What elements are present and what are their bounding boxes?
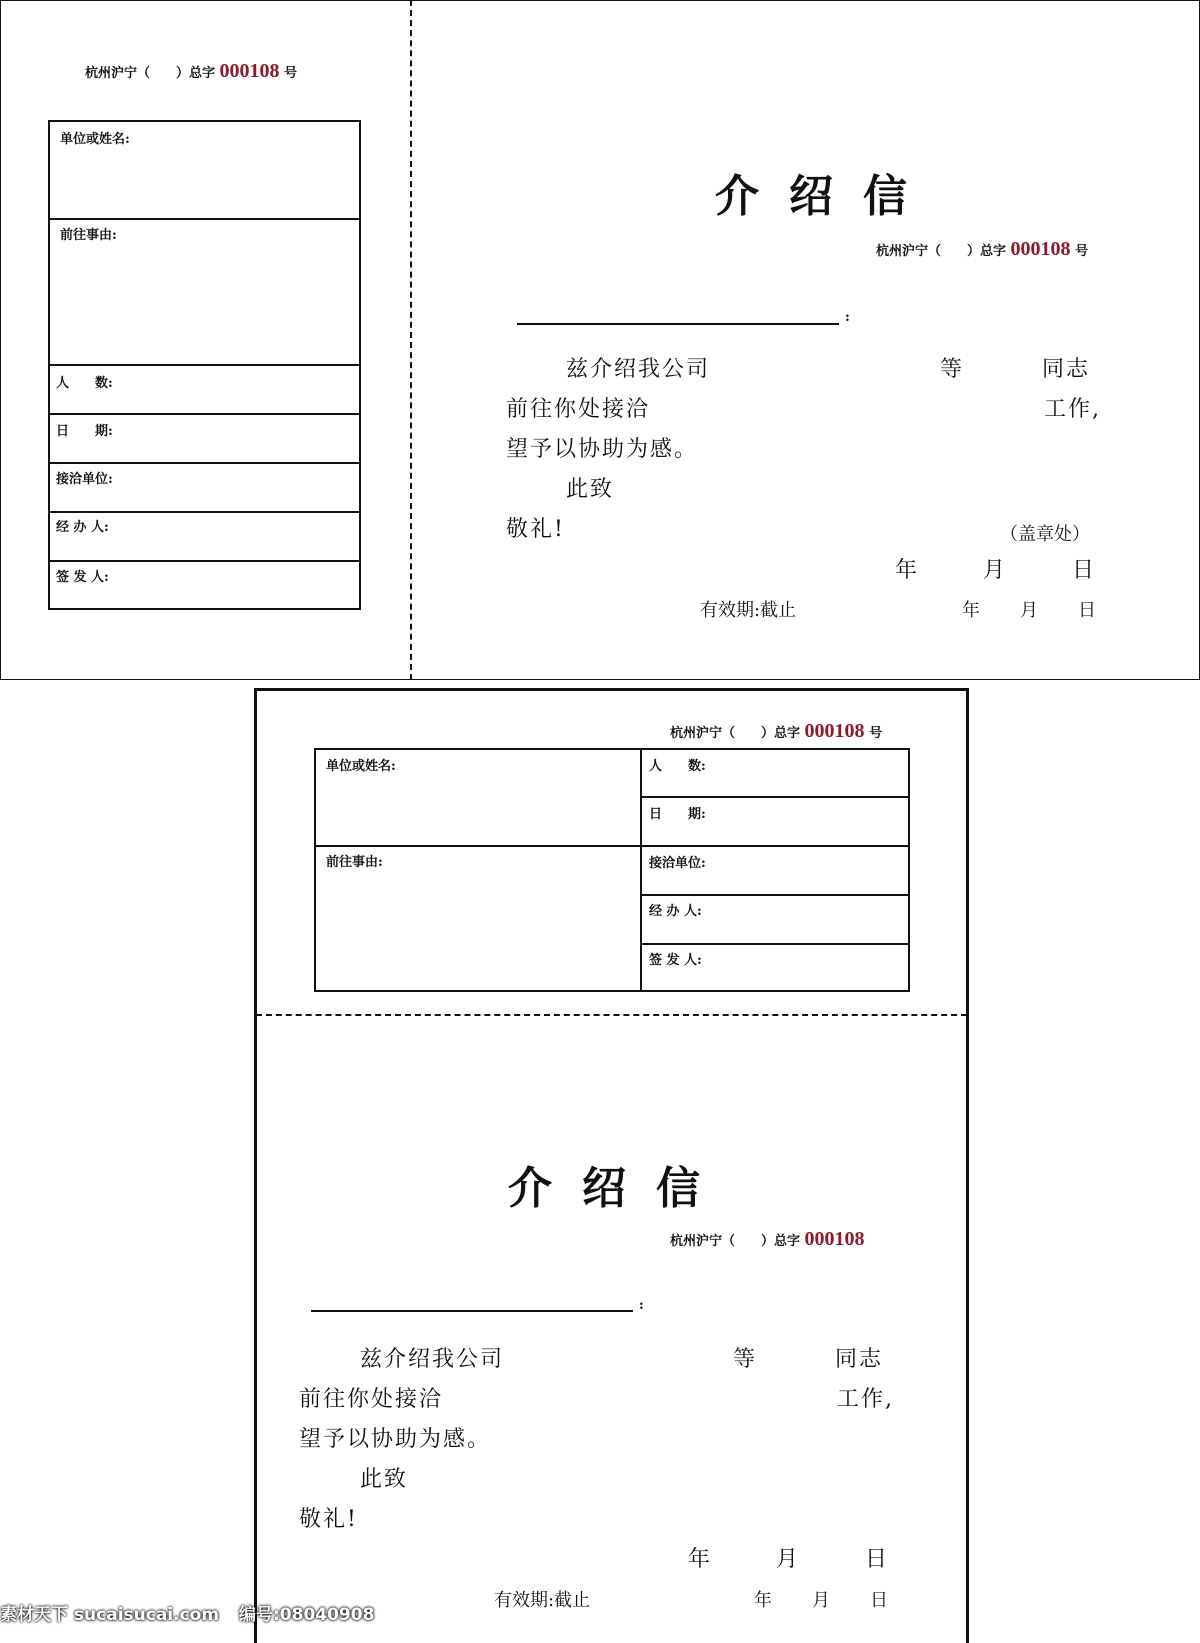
serial-number: 000108 [219,60,280,82]
bottom-perforation [256,1014,967,1016]
letter-title: 介绍信 [715,171,937,222]
stub-label-purpose: 前往事由: [60,228,117,243]
bottom-letter-serial: 杭州沪宁（ ）总字 000108 [670,1228,865,1250]
stub-serial: 杭州沪宁（ ）总字 000108 号 [85,60,298,82]
bottom-letter-title: 介绍信 [508,1163,730,1214]
stub-label-handler: 经 办 人: [56,520,109,535]
letter-serial: 杭州沪宁（ ）总字 000108 号 [876,238,1089,260]
serial-number: 000108 [1010,238,1071,260]
validity: 有效期:截止 [700,600,797,621]
stub-label-issuer: 签 发 人: [56,570,109,585]
stub-label-receiving-unit: 接洽单位: [56,472,113,487]
bottom-recipient-line [311,1310,633,1312]
recipient-line [517,323,839,325]
watermark: 素材天下 sucaisucai.com 编号:08040908 [0,1605,375,1625]
serial-number: 000108 [804,720,865,742]
serial-number: 000108 [804,1228,865,1250]
bottom-stub-table [314,748,910,992]
seal-area: （盖章处） [1000,524,1090,545]
top-perforation [410,0,412,680]
stub-label-unit: 单位或姓名: [60,132,130,147]
stub-label-date: 日 期: [56,424,113,439]
stub-label-count: 人 数: [56,376,113,391]
bottom-stub-serial: 杭州沪宁（ ）总字 000108 号 [670,720,883,742]
